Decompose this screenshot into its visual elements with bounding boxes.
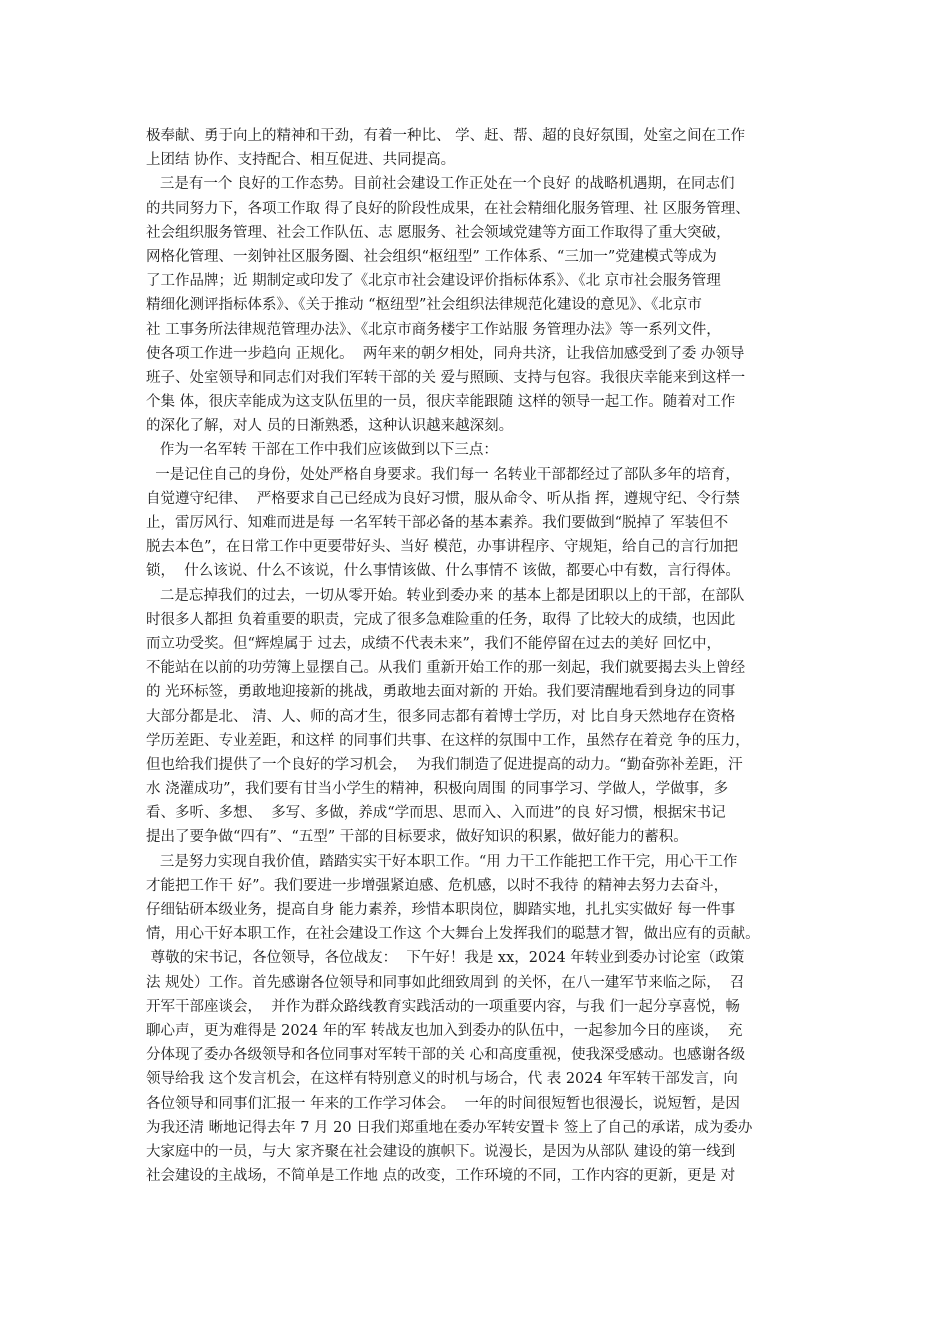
document-body bbox=[146, 124, 811, 1188]
text-line: 时很多人都担 负着重要的职责，完成了很多急难险重的任务，取得 了比较大的成绩，也因此 bbox=[146, 611, 736, 628]
text-line: 使各项工作进一步趋向 正规化。 两年来的朝夕相处，同舟共济，让我倍加感受到了委 办领导 bbox=[146, 345, 745, 362]
text-line: 而立功受奖。但“辉煌属于 过去，成绩不代表未来”，我们不能停留在过去的美好 回忆中， bbox=[146, 635, 722, 652]
text-line: 水 浇灌成功”，我们要有甘当小学生的精神，积极向周围 的同事学习、学做人，学做事，多 bbox=[146, 781, 729, 798]
text-line: 看、多听、多想、 多写、多做，养成“学而思、思而入、入而进”的良 好习惯，根据宋书记 bbox=[146, 805, 726, 822]
text-line: 聊心声，更为难得是 2024 年的军 转战友也加入到委办的队伍中，一起参加今日的座谈， 充 bbox=[146, 1022, 743, 1039]
text-line: 精细化测评指标体系》、《关于推动 “枢纽型”社会组织法律规范化建设的意见》、《北京市 bbox=[146, 297, 702, 314]
text-line: 网格化管理、一刻钟社区服务圈、社会组织“枢纽型” 工作体系、“三加一”党建模式等成为 bbox=[146, 248, 717, 265]
text-line: 个集 体，很庆幸能成为这支队伍里的一员，很庆幸能跟随 这样的领导一起工作。随着对工作 bbox=[146, 394, 736, 411]
text-line: 二是忘掉我们的过去，一切从零开始。转业到委办来 的基本上都是团职以上的干部，在部队 bbox=[146, 587, 745, 604]
text-line: 仔细钻研本级业务，提高自身 能力素养，珍惜本职岗位，脚踏实地，扎扎实实做好 每一件事 bbox=[146, 902, 736, 918]
text-line: 学历差距、专业差距，和这样 的同事们共事、在这样的氛围中工作，虽然存在着竞 争的压力， bbox=[146, 732, 750, 749]
text-line: 大部分都是北、 清、人、师的高才生，很多同志都有着博士学历，对 比自身天然地存在资格 bbox=[146, 708, 736, 725]
text-line: 但也给我们提供了一个良好的学习机会， 为我们制造了促进提高的动力。“勤奋弥补差距，汗 bbox=[146, 756, 743, 773]
text-line: 脱去本色”，在日常工作中更要带好头、当好 模范，办事讲程序、守规矩，给自己的言行加把 bbox=[146, 539, 739, 556]
text-line: 提出了要争做“四有”、“五型” 干部的目标要求，做好知识的积累，做好能力的蓄积。 bbox=[146, 829, 688, 846]
text-line: 一是记住自己的身份，处处严格自身要求。我们每一 名转业干部都经过了部队多年的培育， bbox=[146, 466, 740, 483]
text-line: 社会建设的主战场，不简单是工作地 点的改变，工作环境的不同，工作内容的更新，更是 对 bbox=[146, 1168, 736, 1185]
text-line: 班子、处室领导和同志们对我们军转干部的关 爱与照顾、支持与包容。我很庆幸能来到这样一 bbox=[146, 369, 746, 386]
text-line: 领导给我 这个发言机会，在这样有特别意义的时机与场合，代 表 2024 年军转干部发言，向 bbox=[146, 1071, 738, 1088]
text-line: 社会组织服务管理、社会工作队伍、志 愿服务、社会领域党建等方面工作取得了重大突破， bbox=[146, 224, 731, 241]
text-line: 社 工事务所法律规范管理办法》、《北京市商务楼宇工作站服 务管理办法》等一系列文件， bbox=[146, 321, 721, 338]
text-line: 三是有一个 良好的工作态势。目前社会建设工作正处在一个良好 的战略机遇期，在同志们 bbox=[146, 176, 735, 193]
text-line: 止，雷厉风行、知难而进是每 一名军转干部必备的基本素养。我们要做到“脱掉了 军装但不 bbox=[146, 515, 729, 531]
text-line: 大家庭中的一员，与大 家齐聚在社会建设的旗帜下。说漫长，是因为从部队 建设的第一线到 bbox=[146, 1143, 736, 1160]
text-line: 开军干部座谈会， 并作为群众路线教育实践活动的一项重要内容，与我 们一起分享喜悦，畅 bbox=[146, 998, 740, 1015]
text-line: 才能把工作干 好”。我们要进一步增强紧迫感、危机感，以时不我待 的精神去努力去奋斗， bbox=[146, 877, 729, 894]
text-line: 法 规处）工作。首先感谢各位领导和同事如此细致周到 的关怀，在八一建军节来临之际， 召 bbox=[146, 974, 745, 991]
text-line: 的共同努力下，各项工作取 得了良好的阶段性成果，在社会精细化服务管理、社 区服务管理、 bbox=[146, 200, 750, 217]
text-line: 了工作品牌；近 期制定或印发了《北京市社会建设评价指标体系》、《北 京市社会服务管理 bbox=[146, 273, 721, 290]
text-line: 为我还清 晰地记得去年 7 月 20 日我们郑重地在委办军转安置卡 签上了自己的承诺，成为委办 bbox=[146, 1119, 753, 1136]
text-line: 分体现了委办各级领导和各位同事对军转干部的关 心和高度重视，使我深受感动。也感谢各级 bbox=[146, 1047, 746, 1064]
text-line: 尊敬的宋书记，各位领导，各位战友： 下午好！我是 xx，2024 年转业到委办讨论室（政策 bbox=[146, 950, 745, 967]
text-line: 的深化了解，对人 员的日渐熟悉，这种认识越来越深刻。 bbox=[146, 418, 514, 435]
text-line: 自觉遵守纪律、 严格要求自己已经成为良好习惯，服从命令、听从指 挥，遵规守纪、令行禁 bbox=[146, 490, 740, 507]
text-line: 锁， 什么该说、什么不该说，什么事情该做、什么事情不 该做，都要心中有数，言行得体。 bbox=[146, 563, 740, 580]
text-line: 三是努力实现自我价值，踏踏实实干好本职工作。“用 力干工作能把工作干完，用心干工作 bbox=[146, 853, 738, 870]
text-line: 各位领导和同事们汇报一 年来的工作学习体会。 一年的时间很短暂也很漫长，说短暂，是因 bbox=[146, 1095, 740, 1112]
text-line: 极奉献、勇于向上的精神和干劲，有着一种比、 学、赶、帮、超的良好氛围，处室之间在工作 bbox=[146, 128, 746, 144]
text-line: 不能站在以前的功劳簿上显摆自己。从我们 重新开始工作的那一刻起，我们就要揭去头上曾经 bbox=[146, 660, 746, 677]
text-line: 情，用心干好本职工作，在社会建设工作这 个大舞台上发挥我们的聪慧才智，做出应有的贡献。 bbox=[146, 926, 760, 943]
text-line: 作为一名军转 干部在工作中我们应该做到以下三点： bbox=[146, 442, 498, 459]
text-line: 上团结 协作、支持配合、相互促进、共同提高。 bbox=[146, 152, 456, 169]
text-line: 的 光环标签，勇敢地迎接新的挑战，勇敢地去面对新的 开始。我们要清醒地看到身边的同事 bbox=[146, 684, 736, 701]
